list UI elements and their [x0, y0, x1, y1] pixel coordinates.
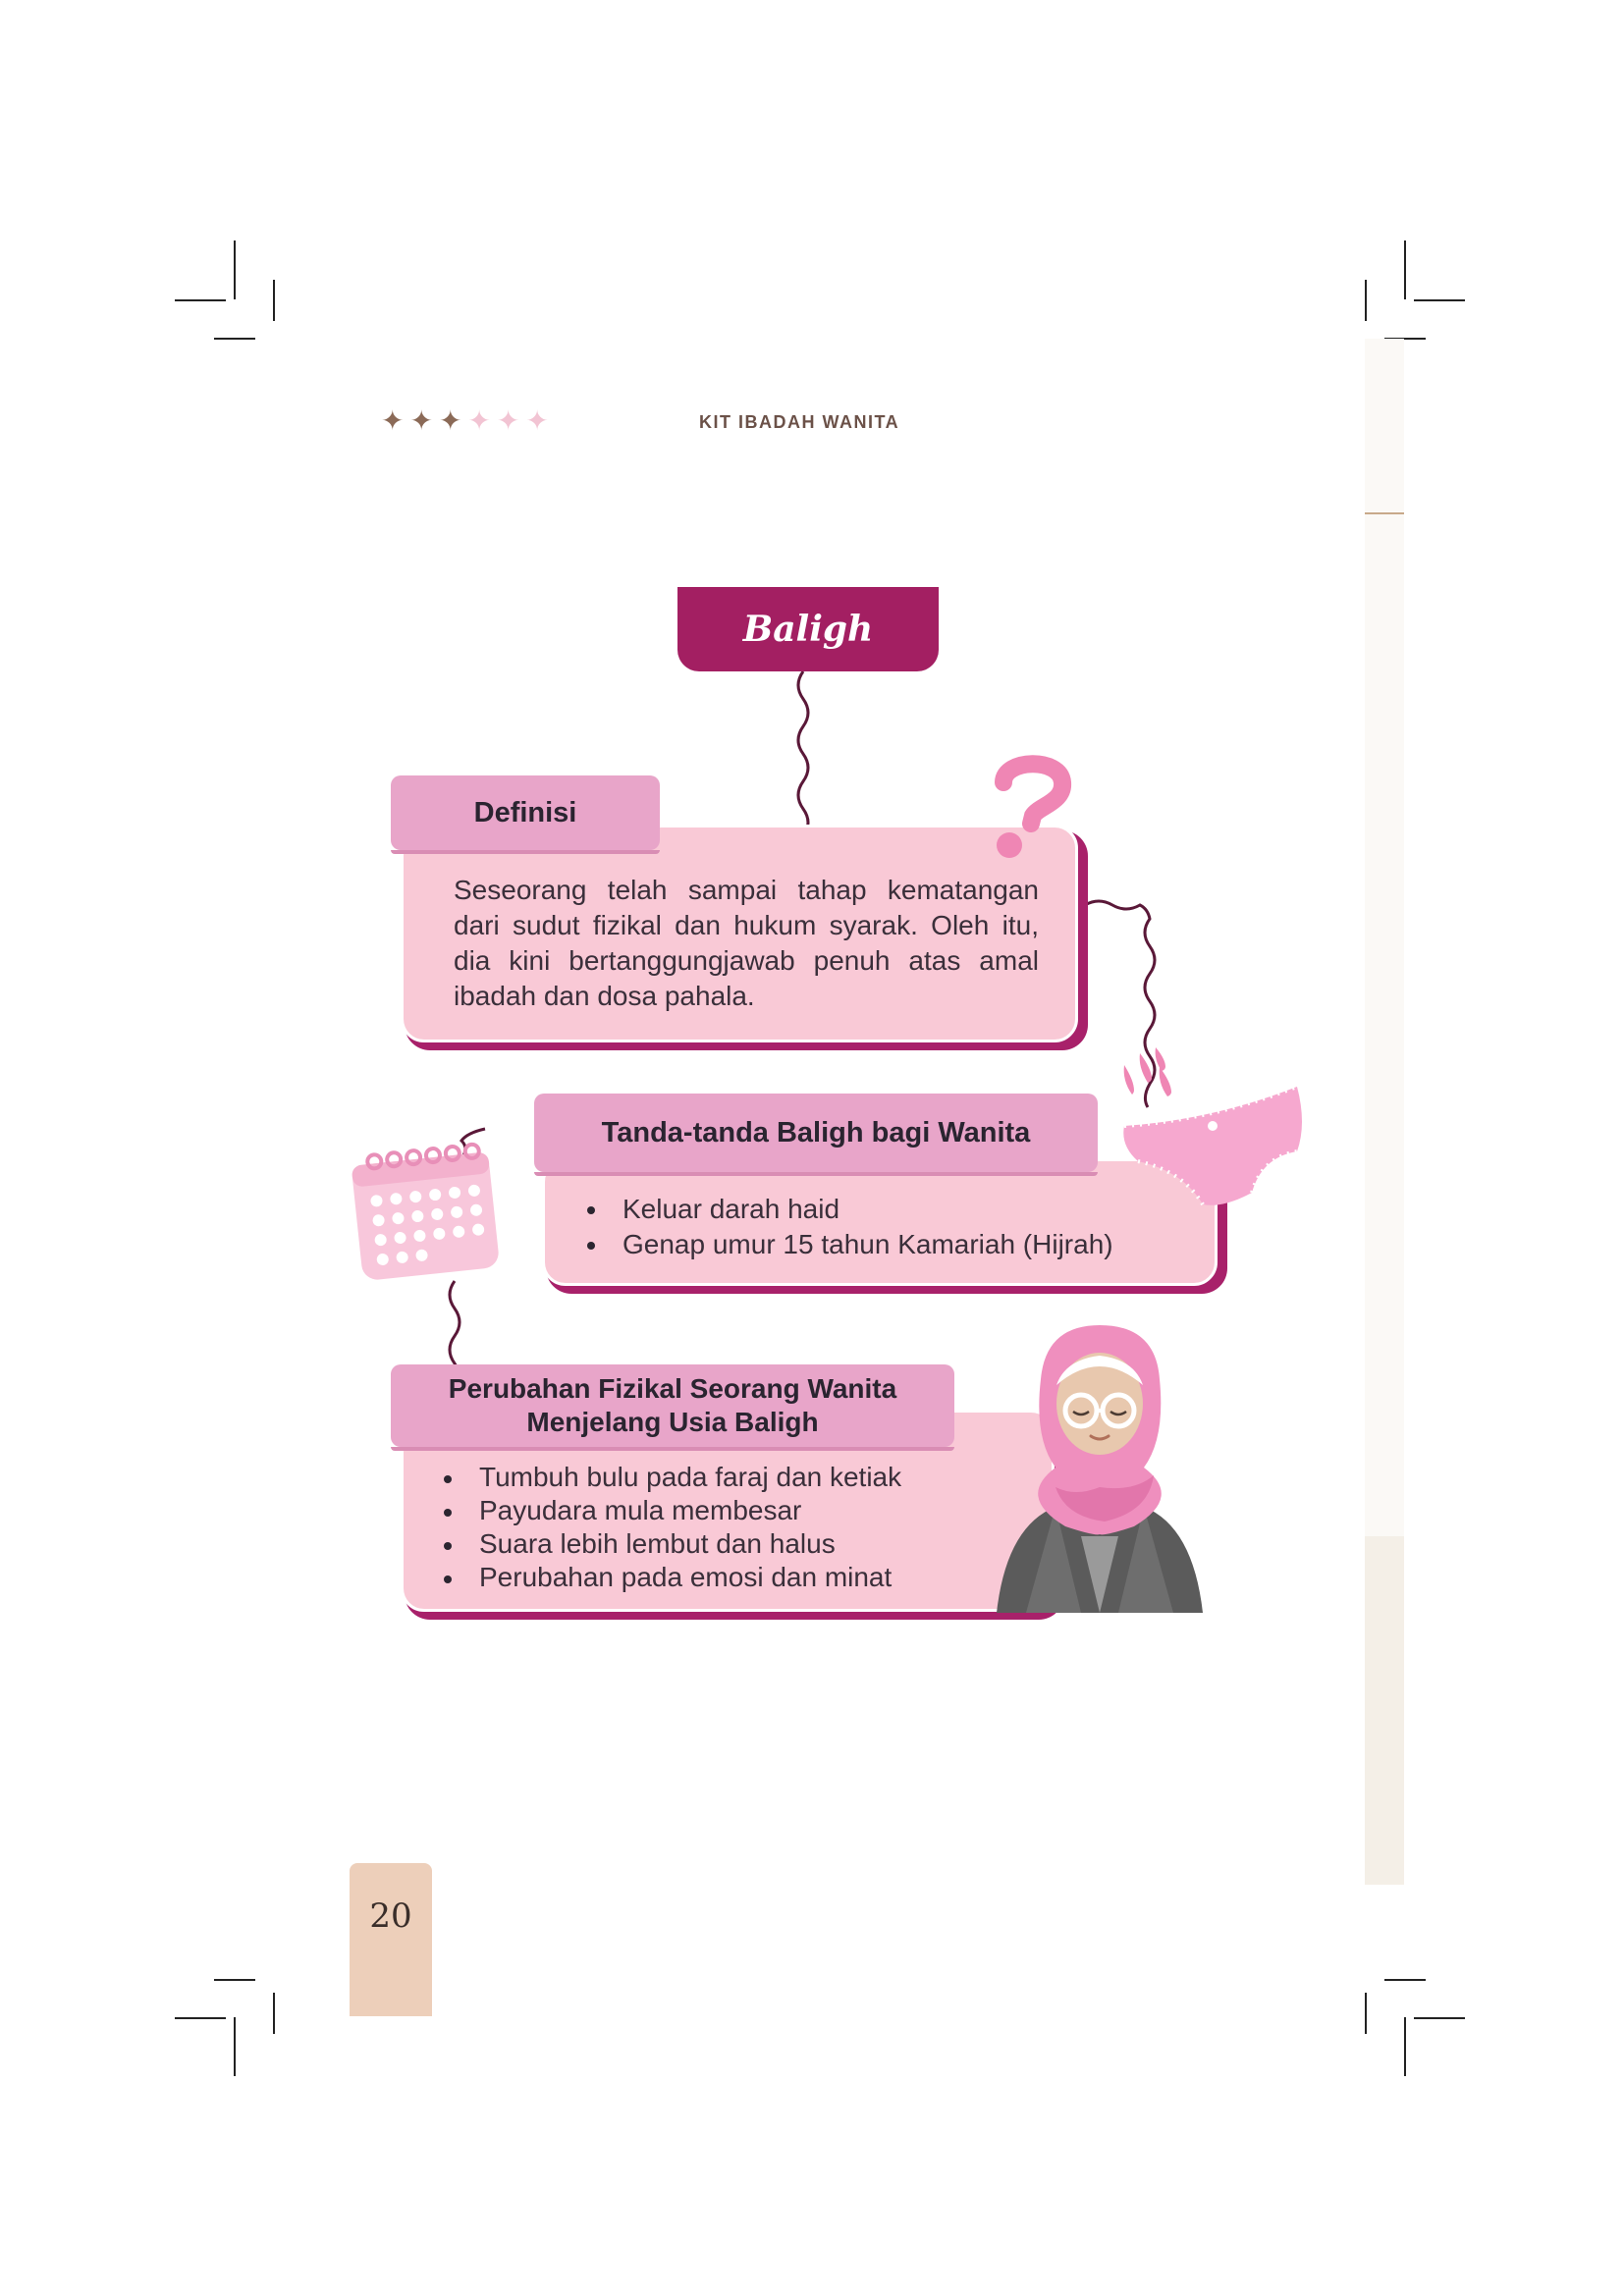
- definisi-text: Seseorang telah sampai tahap kematangan dari sudut fizikal dan hukum syarak. Oleh itu, dia kini bertanggungjawab penuh atas amal ibadah dan dosa pahala.: [454, 875, 1039, 1011]
- list-item: Suara lebih lembut dan halus: [442, 1527, 992, 1561]
- calendar-icon: [349, 1139, 506, 1286]
- perubahan-heading: [391, 1364, 954, 1447]
- tanda-list: [585, 1192, 1194, 1262]
- blood-drops-icon: [1124, 1047, 1171, 1096]
- question-mark-icon: [982, 751, 1080, 859]
- perubahan-heading-line1: Perubahan Fizikal Seorang Wanita: [448, 1373, 897, 1404]
- header-stars: ✦✦✦✦✦✦: [381, 404, 555, 437]
- running-title: KIT IBADAH WANITA: [699, 412, 900, 432]
- title-baligh: Baligh: [677, 587, 939, 671]
- list-item: Tumbuh bulu pada faraj dan ketiak: [442, 1461, 992, 1494]
- underwear-icon: [1114, 1036, 1311, 1212]
- tanda-heading: Tanda-tanda Baligh bagi Wanita: [534, 1094, 1098, 1172]
- page-number: 20: [350, 1863, 432, 2016]
- perubahan-heading-line2: Menjelang Usia Baligh: [526, 1407, 819, 1437]
- list-item: Perubahan pada emosi dan minat: [442, 1561, 992, 1594]
- hijab-woman-illustration: [987, 1320, 1213, 1615]
- list-item: Genap umur 15 tahun Kamariah (Hijrah): [585, 1227, 1194, 1262]
- definisi-heading: Definisi: [391, 775, 660, 850]
- list-item: Keluar darah haid: [585, 1192, 1194, 1227]
- list-item: Payudara mula membesar: [442, 1494, 992, 1527]
- perubahan-list: [442, 1461, 992, 1594]
